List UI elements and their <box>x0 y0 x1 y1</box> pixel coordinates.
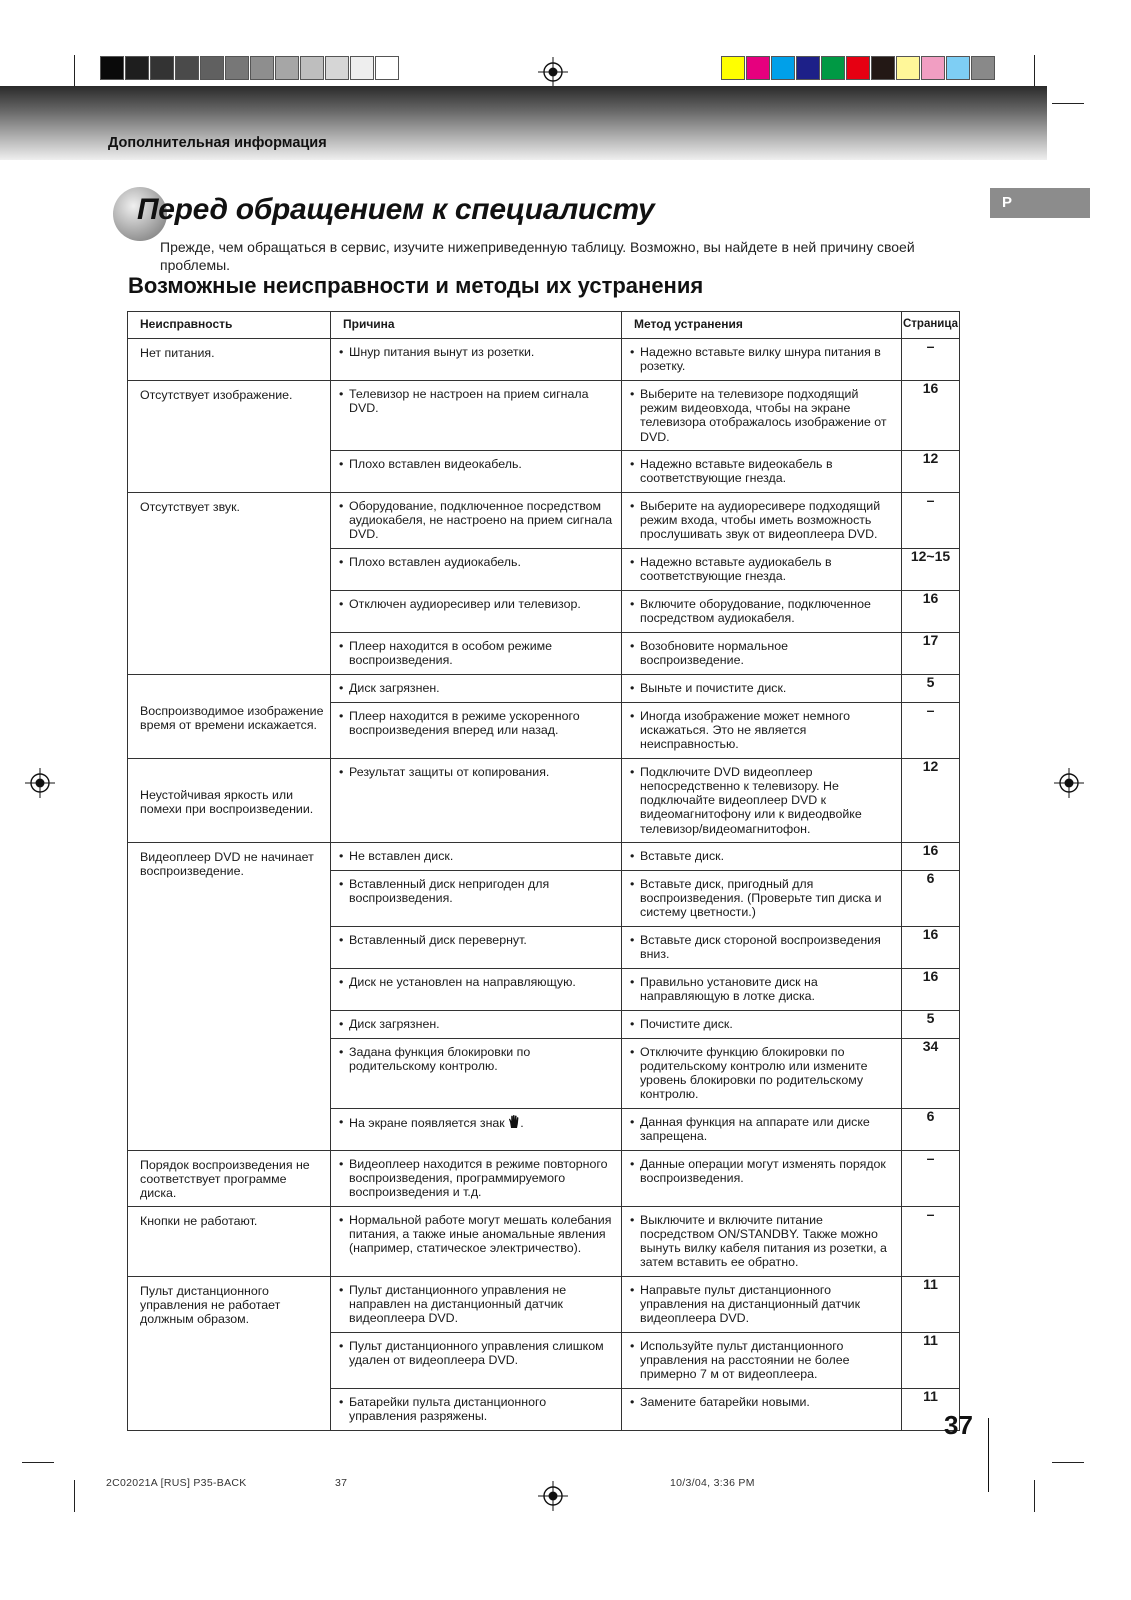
remedy-cell-text: Направьте пульт дистанционного управления на дистанционный датчик видеоплеера DVD. <box>640 1282 860 1326</box>
bullet-icon: • <box>339 498 344 513</box>
remedy-cell-text: Выберите на аудиоресивере подходящий режим входа, чтобы иметь возможность прослушивать звук от видеоплеера DVD. <box>640 498 881 542</box>
remedy-cell <box>622 1010 902 1038</box>
bullet-icon: • <box>339 876 344 891</box>
page-ref-cell: 12 <box>902 450 960 492</box>
bullet-icon: • <box>630 848 635 863</box>
problem-cell: Отсутствует изображение. <box>128 381 331 493</box>
remedy-cell-text: Выньте и почистите диск. <box>640 680 787 695</box>
color-swatch <box>250 56 274 80</box>
page-ref-cell: – <box>902 492 960 548</box>
problem-cell: Пульт дистанционного управления не работает должным образом. <box>128 1276 331 1430</box>
registration-mark-icon <box>25 768 55 798</box>
cause-cell <box>331 1206 622 1276</box>
table-row <box>128 674 960 702</box>
cause-cell-text: Батарейки пульта дистанционного управления разряжены. <box>349 1394 547 1423</box>
page-ref-cell: 12~15 <box>902 548 960 590</box>
remedy-cell-text: Правильно установите диск на направляющую в лотке диска. <box>640 974 818 1004</box>
cause-cell <box>331 1388 622 1430</box>
remedy-cell <box>622 1206 902 1276</box>
cause-cell <box>331 590 622 632</box>
page-ref-cell: – <box>902 1206 960 1276</box>
header-page: Страница <box>902 312 960 339</box>
page-number-rule <box>988 1418 989 1492</box>
crop-mark <box>1034 1480 1035 1512</box>
intro-text: Прежде, чем обращаться в сервис, изучите нижеприведенную таблицу. Возможно, вы найдете в ней причину своей проблемы. <box>160 239 915 273</box>
bullet-icon: • <box>630 498 635 513</box>
page-ref-cell: – <box>902 702 960 758</box>
section-subtitle: Возможные неисправности и методы их устранения <box>128 273 704 298</box>
cause-cell-text: Пульт дистанционного управления не направлен на дистанционный датчик видеоплеера DVD. <box>349 1282 567 1326</box>
page-ref-cell: 16 <box>902 842 960 870</box>
remedy-cell-text: Вставьте диск стороной воспроизведения вниз. <box>640 932 881 962</box>
registration-mark-icon <box>1054 768 1084 798</box>
color-swatch <box>721 56 745 80</box>
remedy-cell <box>622 674 902 702</box>
header-problem: Неисправность <box>128 312 331 339</box>
color-swatch <box>821 56 845 80</box>
remedy-cell-text: Возобновите нормальное воспроизведение. <box>640 638 788 668</box>
bullet-icon: • <box>339 456 344 471</box>
cause-cell <box>331 450 622 492</box>
bullet-icon: • <box>630 974 635 989</box>
page-ref-cell: 16 <box>902 590 960 632</box>
bullet-icon: • <box>339 932 344 947</box>
cause-cell <box>331 870 622 926</box>
troubleshooting-table <box>127 311 960 1431</box>
cause-cell <box>331 1038 622 1108</box>
cause-cell-text: Плеер находится в режиме ускоренного воспроизведения вперед или назад. <box>349 708 580 738</box>
remedy-cell <box>622 702 902 758</box>
bullet-icon: • <box>630 764 635 779</box>
bullet-icon: • <box>630 456 635 471</box>
color-swatch <box>275 56 299 80</box>
grayscale-calibration-bar <box>100 56 400 80</box>
page-ref-cell: 6 <box>902 870 960 926</box>
bullet-icon: • <box>630 1114 635 1129</box>
color-swatch <box>350 56 374 80</box>
remedy-cell-text: Надежно вставьте видеокабель в соответствующие гнезда. <box>640 456 833 486</box>
table-row <box>128 492 960 548</box>
color-swatch <box>150 56 174 80</box>
remedy-cell-text: Данная функция на аппарате или диске запрещена. <box>640 1114 870 1143</box>
table-row <box>128 1150 960 1206</box>
cause-cell-text: Оборудование, подключенное посредством аудиокабеля, не настроено на прием сигнала DVD. <box>349 498 613 542</box>
remedy-cell-text: Замените батарейки новыми. <box>640 1394 810 1409</box>
color-swatch <box>125 56 149 80</box>
remedy-cell <box>622 1332 902 1388</box>
cause-cell <box>331 339 622 381</box>
color-calibration-bar <box>721 56 996 80</box>
remedy-cell <box>622 492 902 548</box>
cause-cell-text: Видеоплеер находится в режиме повторного воспроизведения, программируемого воспроизведения и т.д. <box>349 1156 608 1200</box>
page-ref-cell: 5 <box>902 674 960 702</box>
table-row <box>128 381 960 451</box>
remedy-cell-text: Данные операции могут изменять порядок воспроизведения. <box>640 1156 886 1185</box>
table-row <box>128 339 960 381</box>
cause-cell <box>331 492 622 548</box>
remedy-cell-text: Надежно вставьте вилку шнура питания в розетку. <box>640 345 881 374</box>
prohibited-hand-icon <box>508 1115 520 1129</box>
remedy-cell-text: Иногда изображение может немного искажаться. Это не является неисправностью. <box>640 708 850 752</box>
footer-date: 10/3/04, 3:36 PM <box>670 1477 755 1489</box>
cause-cell-text: Плеер находится в особом режиме воспроизведения. <box>349 638 553 668</box>
page-ref-cell: – <box>902 1150 960 1206</box>
problem-cell: Порядок воспроизведения не соответствует программе диска. <box>128 1150 331 1206</box>
remedy-cell <box>622 1388 902 1430</box>
cause-cell-text: Нормальной работе могут мешать колебания питания, а также иные аномальные явления (например, статическое электричество). <box>349 1212 612 1256</box>
bullet-icon: • <box>630 876 635 891</box>
bullet-icon: • <box>339 1156 344 1171</box>
color-swatch <box>871 56 895 80</box>
problem-cell: Неустойчивая яркость или помехи при воспроизведении. <box>128 758 331 842</box>
page-ref-cell: 11 <box>902 1332 960 1388</box>
cause-cell-text: Шнур питания вынут из розетки. <box>349 345 535 359</box>
footer-code: 2C02021A [RUS] P35-BACK <box>106 1477 247 1489</box>
cause-cell-text: Вставленный диск непригоден для воспроизведения. <box>349 876 550 906</box>
color-swatch <box>100 56 124 80</box>
remedy-cell-text: Используйте пульт дистанционного управления на расстоянии не более примерно 7 м от видеоплеера. <box>640 1338 850 1382</box>
problem-cell: Воспроизводимое изображение время от времени искажается. <box>128 674 331 758</box>
color-swatch <box>300 56 324 80</box>
color-swatch <box>796 56 820 80</box>
color-swatch <box>325 56 349 80</box>
cause-cell-text: Диск не установлен на направляющую. <box>349 974 576 989</box>
table-row <box>128 758 960 842</box>
crop-mark <box>22 1462 54 1463</box>
cause-cell-text: Задана функция блокировки по родительскому контролю. <box>349 1044 531 1074</box>
remedy-cell <box>622 842 902 870</box>
remedy-cell-text: Подключите DVD видеоплеер непосредственно к телевизору. Не подключайте видеоплеер DVD к видеомагнитофону или к видеодвойке телевизор/видеомагнитофон. <box>640 764 862 836</box>
cause-cell <box>331 1276 622 1332</box>
footer-page: 37 <box>335 1477 348 1489</box>
header-remedy: Метод устранения <box>622 312 902 339</box>
bullet-icon: • <box>339 1394 344 1409</box>
page-ref-cell: 17 <box>902 632 960 674</box>
bullet-icon: • <box>339 638 344 653</box>
section-label: Дополнительная информация <box>108 135 327 151</box>
color-swatch <box>896 56 920 80</box>
bullet-icon: • <box>630 387 635 401</box>
bullet-icon: • <box>339 387 344 401</box>
cause-cell <box>331 1332 622 1388</box>
table-row <box>128 1276 960 1332</box>
color-swatch <box>971 56 995 80</box>
bullet-icon: • <box>630 596 635 611</box>
remedy-cell <box>622 1038 902 1108</box>
bullet-icon: • <box>630 1156 635 1171</box>
cause-cell-text: Вставленный диск перевернут. <box>349 932 527 947</box>
remedy-cell-text: Вставьте диск. <box>640 848 725 863</box>
bullet-icon: • <box>339 848 344 863</box>
page-ref-cell: 12 <box>902 758 960 842</box>
cause-cell <box>331 548 622 590</box>
bullet-icon: • <box>630 1338 635 1353</box>
bullet-icon: • <box>339 1212 344 1227</box>
bullet-icon: • <box>339 974 344 989</box>
cause-cell-text: Отключен аудиоресивер или телевизор. <box>349 596 581 611</box>
bullet-icon: • <box>630 1016 635 1031</box>
table-header-row <box>128 312 960 339</box>
header-cause: Причина <box>331 312 622 339</box>
remedy-cell <box>622 450 902 492</box>
problem-cell: Кнопки не работают. <box>128 1206 331 1276</box>
bullet-icon: • <box>339 1338 344 1353</box>
color-swatch <box>200 56 224 80</box>
remedy-cell-text: Почистите диск. <box>640 1016 733 1031</box>
remedy-cell-text: Вставьте диск, пригодный для воспроизведения. (Проверьте тип диска и систему цветности.) <box>640 876 882 920</box>
page-title: Перед обращением к специалисту <box>137 193 655 226</box>
bullet-icon: • <box>630 638 635 653</box>
page-ref-cell: 34 <box>902 1038 960 1108</box>
color-swatch <box>225 56 249 80</box>
remedy-cell <box>622 968 902 1010</box>
bullet-icon: • <box>339 554 344 569</box>
cause-cell-text: Диск загрязнен. <box>349 680 440 695</box>
color-swatch <box>771 56 795 80</box>
remedy-cell <box>622 1108 902 1150</box>
bullet-icon: • <box>630 1044 635 1059</box>
cause-cell <box>331 1108 622 1150</box>
bullet-icon: • <box>630 1282 635 1297</box>
bullet-icon: • <box>630 1394 635 1409</box>
remedy-cell <box>622 381 902 451</box>
bullet-icon: • <box>339 1016 344 1031</box>
cause-cell-text: Телевизор не настроен на прием сигнала DVD. <box>349 387 589 416</box>
color-swatch <box>175 56 199 80</box>
crop-mark <box>1052 103 1084 104</box>
registration-mark-icon <box>538 1481 568 1511</box>
problem-cell: Видеоплеер DVD не начинает воспроизведение. <box>128 842 331 1150</box>
color-swatch <box>746 56 770 80</box>
crop-mark <box>1052 1462 1084 1463</box>
color-swatch <box>921 56 945 80</box>
bullet-icon: • <box>630 932 635 947</box>
cause-cell <box>331 632 622 674</box>
cause-cell <box>331 702 622 758</box>
remedy-cell <box>622 758 902 842</box>
cause-cell-text: Плохо вставлен аудиокабель. <box>349 554 521 569</box>
cause-cell-text: Диск загрязнен. <box>349 1016 440 1031</box>
bullet-icon: • <box>339 596 344 611</box>
remedy-cell-text: Надежно вставьте аудиокабель в соответствующие гнезда. <box>640 554 832 584</box>
cause-cell <box>331 381 622 451</box>
remedy-cell <box>622 339 902 381</box>
bullet-icon: • <box>630 554 635 569</box>
table-row <box>128 1206 960 1276</box>
cause-cell <box>331 926 622 968</box>
bullet-icon: • <box>630 1212 635 1227</box>
cause-suffix: . <box>520 1115 524 1130</box>
page-number: 37 <box>944 1410 973 1440</box>
color-swatch <box>375 56 399 80</box>
remedy-cell <box>622 548 902 590</box>
cause-cell-text: Плохо вставлен видеокабель. <box>349 456 522 471</box>
cause-cell-text: Не вставлен диск. <box>349 848 454 863</box>
remedy-cell-text: Выберите на телевизоре подходящий режим видеовхода, чтобы на экране телевизора отображалось изображение от DVD. <box>640 387 887 444</box>
page-ref-cell: 6 <box>902 1108 960 1150</box>
bullet-icon: • <box>630 708 635 723</box>
remedy-cell-text: Включите оборудование, подключенное посредством аудиокабеля. <box>640 596 871 626</box>
cause-cell <box>331 1150 622 1206</box>
remedy-cell-text: Отключите функцию блокировки по родительскому контролю или измените уровень блокировки по родительскому контролю. <box>640 1044 868 1102</box>
bullet-icon: • <box>339 764 344 779</box>
page-ref-cell: 5 <box>902 1010 960 1038</box>
cause-cell-text: Пульт дистанционного управления слишком удален от видеоплеера DVD. <box>349 1338 604 1367</box>
remedy-cell <box>622 870 902 926</box>
page-ref-cell: 16 <box>902 968 960 1010</box>
cause-cell <box>331 1010 622 1038</box>
cause-cell <box>331 842 622 870</box>
cause-cell <box>331 968 622 1010</box>
language-tab: P <box>990 188 1090 218</box>
cause-cell-text: На экране появляется знак <box>349 1115 505 1130</box>
registration-mark-icon <box>538 57 568 87</box>
bullet-icon: • <box>339 708 344 723</box>
bullet-icon: • <box>630 680 635 695</box>
table-row <box>128 842 960 870</box>
problem-cell: Нет питания. <box>128 339 331 381</box>
page-ref-cell: 11 <box>902 1388 960 1430</box>
remedy-cell <box>622 1276 902 1332</box>
bullet-icon: • <box>339 345 344 359</box>
bullet-icon: • <box>339 680 344 695</box>
cause-cell <box>331 674 622 702</box>
problem-cell: Отсутствует звук. <box>128 492 331 674</box>
remedy-cell <box>622 1150 902 1206</box>
bullet-icon: • <box>339 1282 344 1297</box>
remedy-cell <box>622 590 902 632</box>
color-swatch <box>846 56 870 80</box>
page-ref-cell: 11 <box>902 1276 960 1332</box>
bullet-icon: • <box>630 345 635 359</box>
page-ref-cell: 16 <box>902 926 960 968</box>
cause-cell-text: Результат защиты от копирования. <box>349 764 550 779</box>
page-ref-cell: 16 <box>902 381 960 451</box>
cause-cell <box>331 758 622 842</box>
crop-mark <box>74 1480 75 1512</box>
bullet-icon: • <box>339 1114 344 1129</box>
remedy-cell <box>622 632 902 674</box>
page-ref-cell: – <box>902 339 960 381</box>
bullet-icon: • <box>339 1044 344 1059</box>
color-swatch <box>946 56 970 80</box>
remedy-cell-text: Выключите и включите питание посредством ON/STANDBY. Также можно вынуть вилку кабеля питания из розетки, а затем вставить ее обратно. <box>640 1212 887 1270</box>
remedy-cell <box>622 926 902 968</box>
